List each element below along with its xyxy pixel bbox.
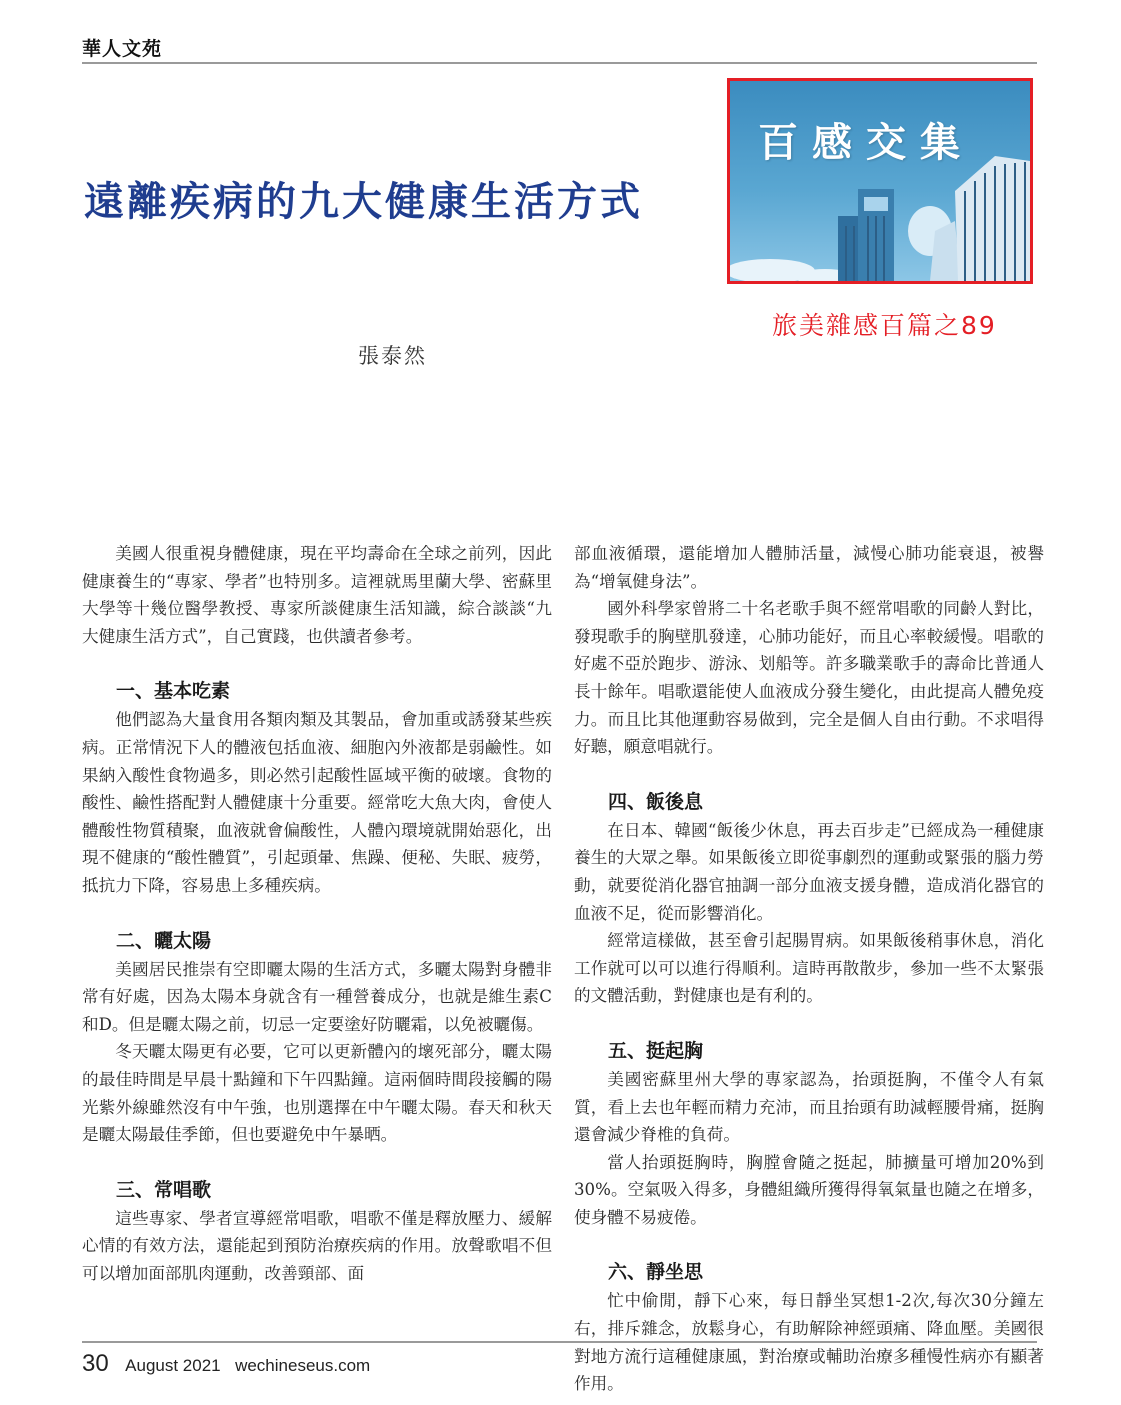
issue-date: August 2021 xyxy=(125,1356,221,1375)
section-4-paragraph-2: 經常這樣做，甚至會引起腸胃病。如果飯後稍事休息，消化工作就可以可以進行得順利。這時再散散步，參加一些不太緊張的文體活動，對健康也是有利的。 xyxy=(574,931,1044,1006)
website-link[interactable]: wechineseus.com xyxy=(235,1356,371,1375)
page-footer xyxy=(82,1350,380,1378)
building-shape xyxy=(955,156,1030,281)
top-divider xyxy=(82,62,1037,64)
page-number: 30 xyxy=(82,1350,109,1377)
author-name: 張泰然 xyxy=(358,344,427,368)
section-heading-1: 一、基本吃素 xyxy=(116,680,231,703)
banner-column-name: 百感交集 xyxy=(758,119,974,166)
section-2-paragraph-2: 冬天曬太陽更有必要，它可以更新體內的壞死部分，曬太陽的最佳時間是早晨十點鐘和下午四點鐘。這兩個時間段接觸的陽光紫外線雖然沒有中午強，也別選擇在中午曬太陽。春天和秋天是曬太陽最佳季節，但也要避免中午暴晒。 xyxy=(82,1042,552,1145)
section-6-paragraph-1: 忙中偷閒，靜下心來，每日靜坐冥想1-2次,每次30分鐘左右，排斥雜念，放鬆身心，有助解除神經頭痛、降血壓。美國很對地方流行這種健康風，對治療或輔助治療多種慢性病亦有顯著作用。 xyxy=(574,1291,1044,1394)
section-1-paragraph: 他們認為大量食用各類肉類及其製品，會加重或誘發某些疾病。正常情況下人的體液包括血液、細胞內外液都是弱鹼性。如果納入酸性食物過多，則必然引起酸性區域平衡的破壞。食物的酸性、鹼性搭配對人體健康十分重要。經常吃大魚大肉，會使人體酸性物質積聚，血液就會偏酸性，人體內環境就開始惡化，出現不健康的“酸性體質”，引起頭暈、焦躁、便秘、失眠、疲勞，抵抗力下降，容易患上多種疾病。 xyxy=(82,710,552,895)
section-2-paragraph-1: 美國居民推崇有空即曬太陽的生活方式，多曬太陽對身體非常有好處，因為太陽本身就含有一種營養成分，也就是維生素C和D。但是曬太陽之前，切忌一定要塗好防曬霜，以免被曬傷。 xyxy=(82,959,552,1034)
series-label: 旅美雜感百篇之89 xyxy=(772,311,997,340)
section-5-paragraph-1: 美國密蘇里州大學的專家認為，抬頭挺胸，不僅令人有氣質，看上去也年輕而精力充沛，而且抬頭有助減輕腰骨痛，挺胸還會減少脊椎的負荷。 xyxy=(574,1069,1044,1145)
section-heading-2: 二、曬太陽 xyxy=(116,929,212,952)
section-heading-4: 四、飯後息 xyxy=(608,790,704,813)
section-tag: 華人文苑 xyxy=(82,38,163,60)
section-heading-5: 五、挺起胸 xyxy=(608,1039,704,1062)
section-heading-3: 三、常唱歌 xyxy=(116,1178,212,1201)
section-3-paragraph-2: 國外科學家曾將二十名老歌手與不經常唱歌的同齡人對比，發現歌手的胸壁肌發達，心肺功能好，而且心率較緩慢。唱歌的好處不亞於跑步、游泳、划船等。許多職業歌手的壽命比普通人長十餘年。唱歌還能使人血液成分發生變化，由此提高人體免疫力。而且比其他運動容易做到，完全是個人自由行動。不求唱得好聽，願意唱就行。 xyxy=(574,599,1044,757)
building-shape xyxy=(864,197,888,211)
article-column-left xyxy=(82,540,552,1287)
article-column-right xyxy=(574,540,1044,1398)
article-title: 遠離疾病的九大健康生活方式 xyxy=(84,179,643,225)
column-banner-image xyxy=(727,78,1033,284)
section-4-paragraph-1: 在日本、韓國“飯後少休息，再去百步走”已經成為一種健康養生的大眾之舉。如果飯後立即從事劇烈的運動或緊張的腦力勞動，就要從消化器官抽調一部分血液支援身體，造成消化器官的血液不足，從而影響消化。 xyxy=(574,820,1044,923)
intro-paragraph: 美國人很重視身體健康，現在平均壽命在全球之前列，因此健康養生的“專家、學者”也特別多。這裡就馬里蘭大學、密蘇里大學等十幾位醫學教授、專家所談健康生活知識，綜合談談“九大健康生活方式”，自己實踐，也供讀者參考。 xyxy=(82,544,552,646)
section-5-paragraph-2: 當人抬頭挺胸時，胸膛會隨之挺起，肺擴量可增加20%到30%。空氣吸入得多，身體組織所獲得得氧氣量也隨之在增多，使身體不易疲倦。 xyxy=(574,1152,1044,1227)
section-3-paragraph-1-end: 部血液循環，還能增加人體肺活量，減慢心肺功能衰退，被譽為“增氧健身法”。 xyxy=(574,544,1044,591)
bottom-divider xyxy=(82,1341,1037,1343)
section-heading-6: 六、靜坐思 xyxy=(608,1261,704,1284)
section-3-paragraph-1-start: 這些專家、學者宣導經常唱歌，唱歌不僅是釋放壓力、緩解心情的有效方法，還能起到預防治療疾病的作用。放聲歌唱不但可以增加面部肌肉運動，改善頸部、面 xyxy=(82,1208,552,1283)
